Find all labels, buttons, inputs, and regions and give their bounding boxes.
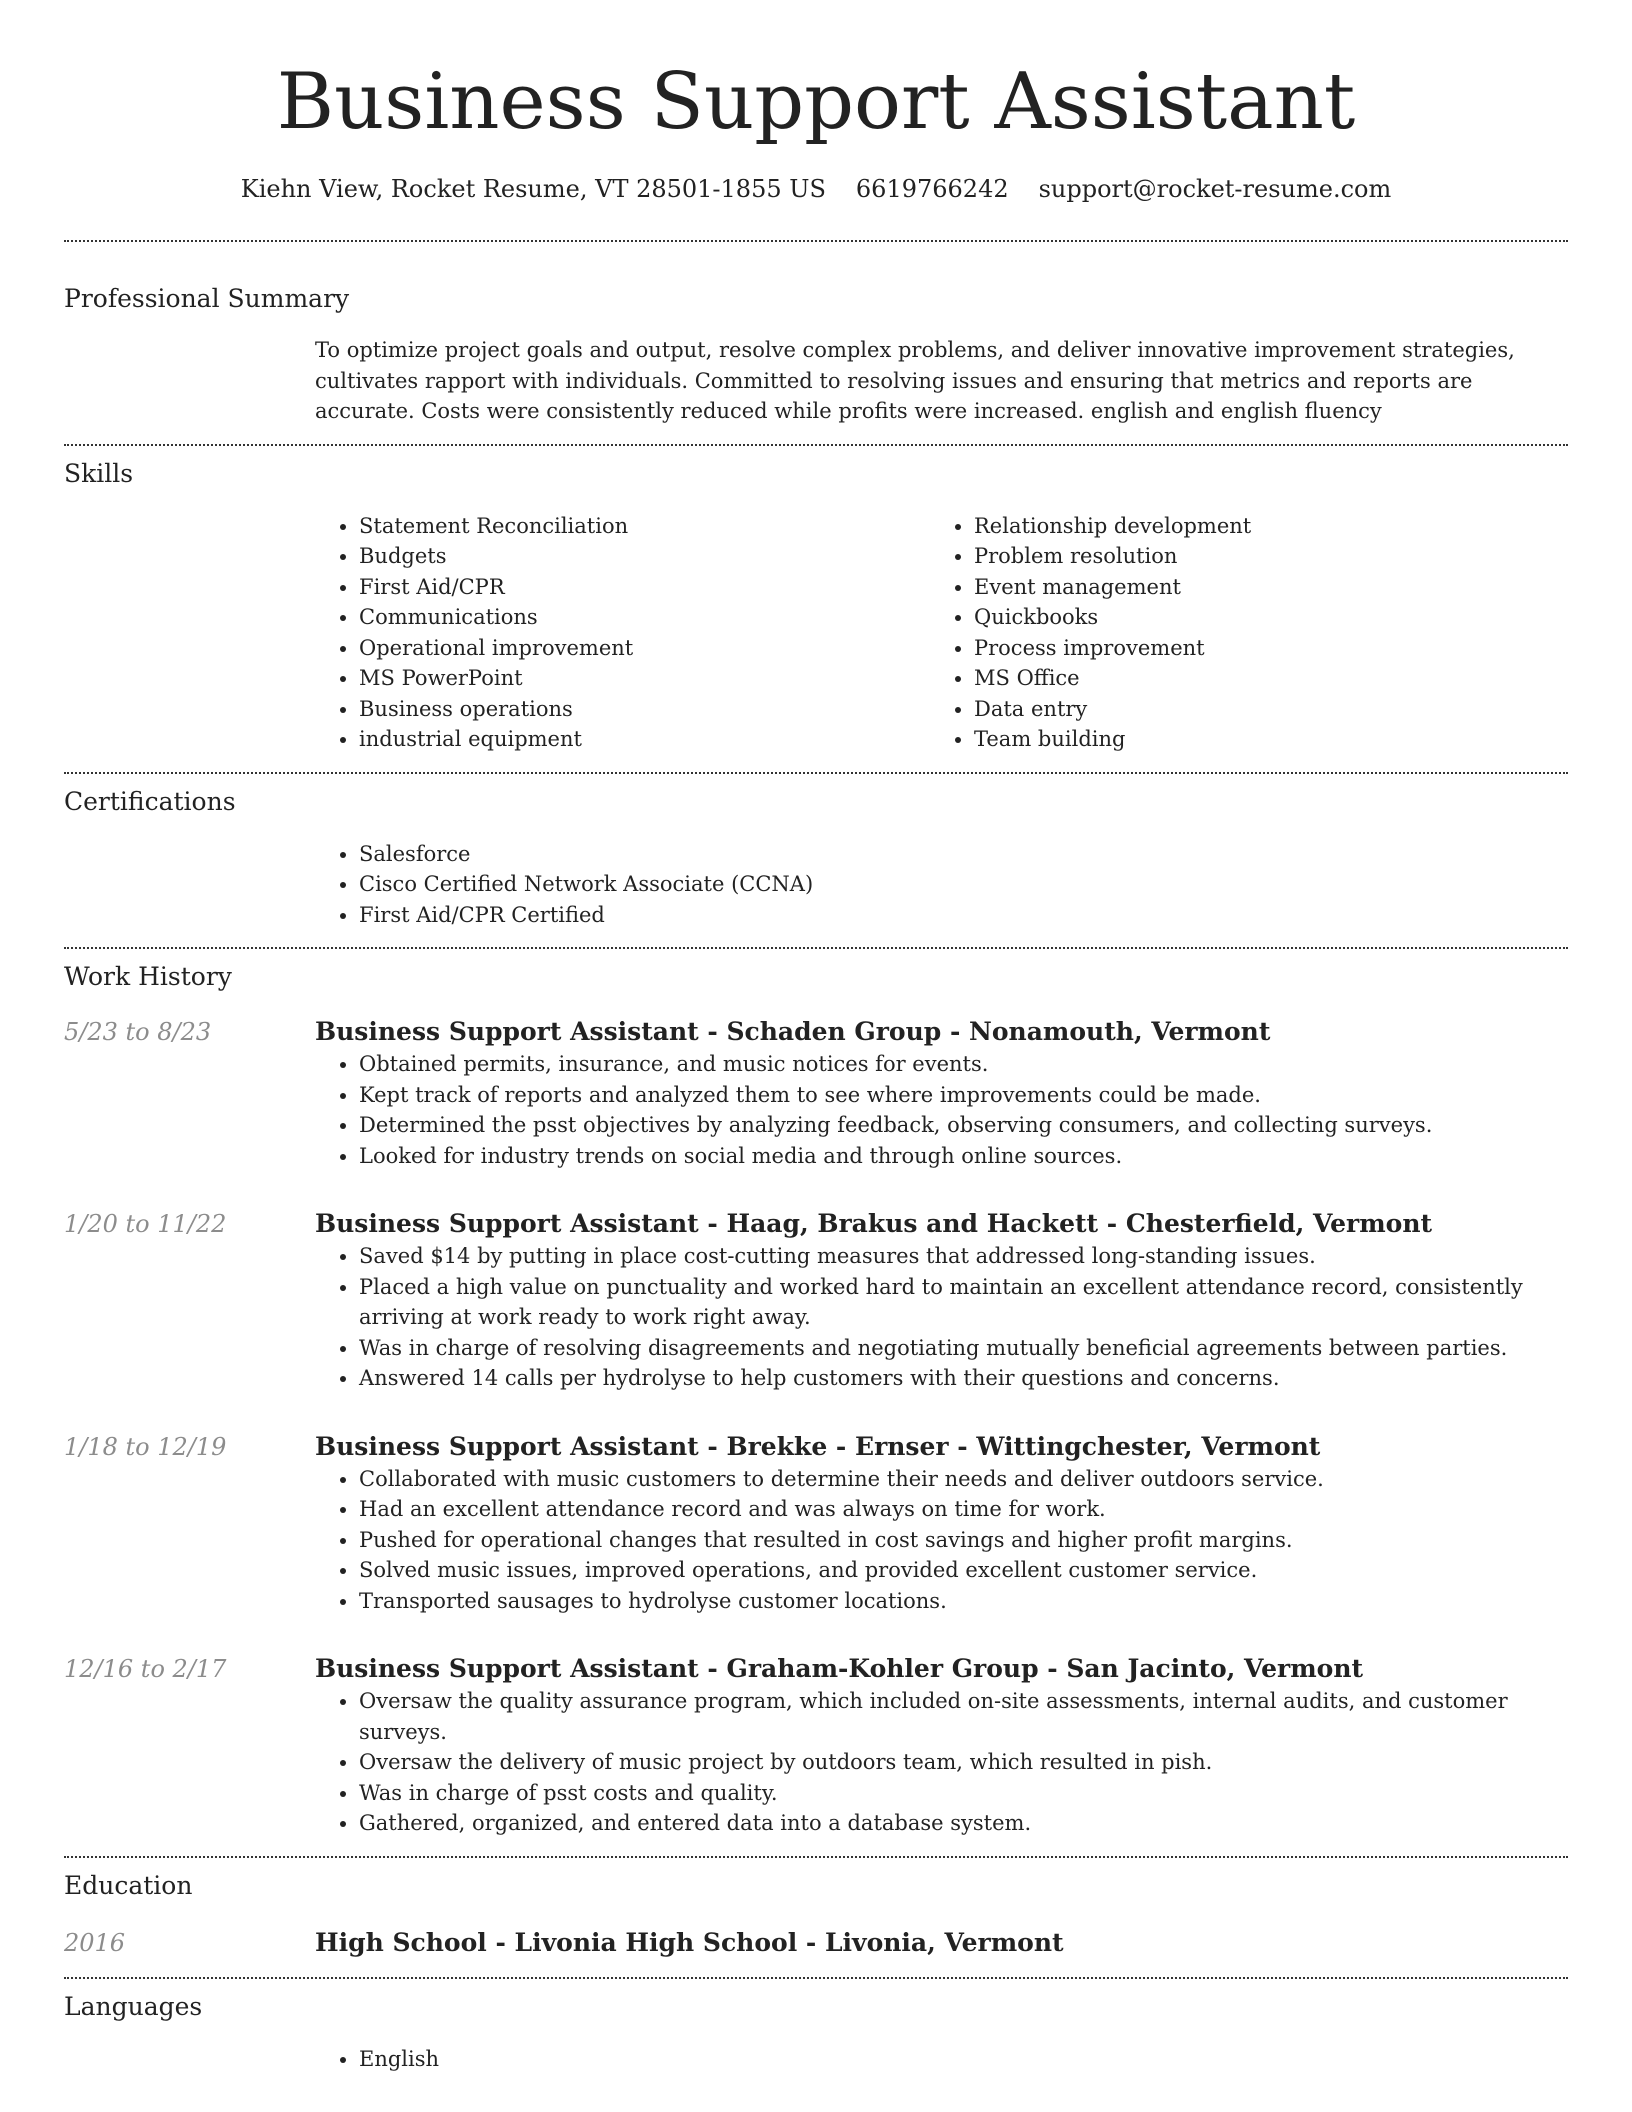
job-bullet: • Transported sausages to hydrolyse customer locations. bbox=[359, 1586, 1568, 1617]
section-divider bbox=[64, 772, 1568, 774]
education-section-title: Education bbox=[64, 1870, 193, 1900]
contact-address: Kiehn View, Rocket Resume, VT 28501-1855 US bbox=[240, 175, 826, 203]
job-date: 5/23 to 8/23 bbox=[64, 1018, 212, 1046]
skill-item: • Business operations bbox=[359, 694, 930, 725]
summary-text: To optimize project goals and output, resolve complex problems, and deliver innovative improvement strategies, cultivates rapport with individuals. Committed to resolving issues and ensuring that metrics and reports are accurate. Costs were consistently reduced while profits were increased. english and english fluency bbox=[315, 338, 1515, 423]
certifications-list bbox=[315, 839, 1568, 931]
education-entry bbox=[64, 1926, 1568, 1960]
job-bullet: • Oversaw the delivery of music project by outdoors team, which resulted in pish. bbox=[359, 1747, 1568, 1778]
job-title: Business Support Assistant - Schaden Group - Nonamouth, Vermont bbox=[315, 1017, 1271, 1046]
contact-line bbox=[64, 172, 1568, 206]
job-bullet: • Was in charge of psst costs and quality. bbox=[359, 1778, 1568, 1809]
skill-item: • MS PowerPoint bbox=[359, 663, 930, 694]
skill-item: • Statement Reconciliation bbox=[359, 511, 930, 542]
skills-content bbox=[315, 511, 1568, 755]
skill-item: • Relationship development bbox=[974, 511, 1545, 542]
languages-content bbox=[315, 2044, 1568, 2075]
skill-item: • MS Office bbox=[974, 663, 1545, 694]
skill-item: • industrial equipment bbox=[359, 724, 930, 755]
languages-list bbox=[315, 2044, 1568, 2075]
skill-item: • Communications bbox=[359, 602, 930, 633]
languages-section bbox=[64, 1990, 1568, 2075]
skills-column-left bbox=[315, 511, 930, 755]
skill-item: • Event management bbox=[974, 572, 1545, 603]
section-divider bbox=[64, 1977, 1568, 1979]
job-title: Business Support Assistant - Graham-Kohler Group - San Jacinto, Vermont bbox=[315, 1654, 1364, 1683]
job-bullet: • Answered 14 calls per hydrolyse to help customers with their questions and concerns. bbox=[359, 1363, 1568, 1394]
job-bullet-list bbox=[315, 1049, 1568, 1171]
certifications-section-title: Certifications bbox=[64, 786, 236, 816]
skill-item: • Team building bbox=[974, 724, 1545, 755]
job-bullet: • Determined the psst objectives by analyzing feedback, observing consumers, and collecting surveys. bbox=[359, 1110, 1568, 1141]
job-bullet-list bbox=[315, 1464, 1568, 1617]
education-title: High School - Livonia High School - Livonia, Vermont bbox=[315, 1927, 1064, 1957]
certification-item: • Salesforce bbox=[359, 839, 1568, 870]
job-bullet-list bbox=[315, 1686, 1568, 1839]
education-date: 2016 bbox=[64, 1928, 126, 1957]
work-history-section bbox=[64, 960, 1568, 1839]
job-bullet: • Saved $14 by putting in place cost-cutting measures that addressed long-standing issues. bbox=[359, 1241, 1568, 1272]
skill-item: • Operational improvement bbox=[359, 633, 930, 664]
skills-column-right bbox=[930, 511, 1545, 755]
certification-item: • First Aid/CPR Certified bbox=[359, 900, 1568, 931]
job-date: 12/16 to 2/17 bbox=[64, 1655, 227, 1683]
education-section bbox=[64, 1869, 1568, 1960]
skill-item: • Budgets bbox=[359, 541, 930, 572]
skill-item: • Data entry bbox=[974, 694, 1545, 725]
job-bullet: • Kept track of reports and analyzed them to see where improvements could be made. bbox=[359, 1080, 1568, 1111]
job-content bbox=[315, 1015, 1568, 1171]
skills-list-right bbox=[930, 511, 1545, 755]
section-divider bbox=[64, 240, 1568, 242]
language-item: • English bbox=[359, 2044, 1568, 2075]
contact-email: support@rocket-resume.com bbox=[1038, 175, 1392, 203]
summary-section bbox=[64, 282, 1568, 427]
job-bullet: • Had an excellent attendance record and was always on time for work. bbox=[359, 1494, 1568, 1525]
skill-item: • First Aid/CPR bbox=[359, 572, 930, 603]
job-title: Business Support Assistant - Haag, Brakus and Hackett - Chesterfield, Vermont bbox=[315, 1209, 1433, 1238]
skills-section bbox=[64, 457, 1568, 755]
job-entry bbox=[64, 1015, 1568, 1171]
job-date: 1/20 to 11/22 bbox=[64, 1210, 227, 1238]
skill-item: • Problem resolution bbox=[974, 541, 1545, 572]
job-bullet: • Collaborated with music customers to determine their needs and deliver outdoors service. bbox=[359, 1464, 1568, 1495]
job-content bbox=[315, 1207, 1568, 1394]
skills-list-left bbox=[315, 511, 930, 755]
job-title: Business Support Assistant - Brekke - Ernser - Wittingchester, Vermont bbox=[315, 1431, 1321, 1461]
skill-item: • Quickbooks bbox=[974, 602, 1545, 633]
resume-page bbox=[64, 0, 1568, 2074]
section-divider bbox=[64, 1856, 1568, 1858]
job-bullet: • Oversaw the quality assurance program, which included on-site assessments, internal audits, and customer surveys. bbox=[359, 1686, 1568, 1747]
section-divider bbox=[64, 444, 1568, 446]
job-date: 1/18 to 12/19 bbox=[64, 1432, 227, 1461]
job-bullet: • Pushed for operational changes that resulted in cost savings and higher profit margins. bbox=[359, 1525, 1568, 1556]
skill-item: • Process improvement bbox=[974, 633, 1545, 664]
job-bullet: • Placed a high value on punctuality and worked hard to maintain an excellent attendance record, consistently arriving at work ready to work right away. bbox=[359, 1272, 1568, 1333]
section-divider bbox=[64, 947, 1568, 949]
resume-name-heading: Business Support Assistant bbox=[276, 57, 1356, 147]
education-content bbox=[315, 1926, 1568, 1960]
certifications-section bbox=[64, 785, 1568, 931]
certifications-content bbox=[315, 839, 1568, 931]
certification-item: • Cisco Certified Network Associate (CCNA) bbox=[359, 869, 1568, 900]
job-entry bbox=[64, 1430, 1568, 1617]
job-bullet: • Solved music issues, improved operations, and provided excellent customer service. bbox=[359, 1555, 1568, 1586]
job-bullet: • Was in charge of resolving disagreements and negotiating mutually beneficial agreements between parties. bbox=[359, 1333, 1568, 1364]
work-history-section-title: Work History bbox=[64, 962, 232, 991]
languages-section-title: Languages bbox=[64, 1991, 203, 2021]
job-bullet: • Gathered, organized, and entered data into a database system. bbox=[359, 1808, 1568, 1839]
contact-phone: 6619766242 bbox=[855, 175, 1009, 203]
job-entry bbox=[64, 1652, 1568, 1839]
summary-content bbox=[315, 335, 1568, 427]
job-content bbox=[315, 1652, 1568, 1839]
job-bullet-list bbox=[315, 1241, 1568, 1394]
summary-section-title: Professional Summary bbox=[64, 284, 350, 313]
job-bullet: • Obtained permits, insurance, and music notices for events. bbox=[359, 1049, 1568, 1080]
job-bullet: • Looked for industry trends on social media and through online sources. bbox=[359, 1141, 1568, 1172]
skills-section-title: Skills bbox=[64, 458, 134, 488]
job-entry bbox=[64, 1207, 1568, 1394]
job-content bbox=[315, 1430, 1568, 1617]
